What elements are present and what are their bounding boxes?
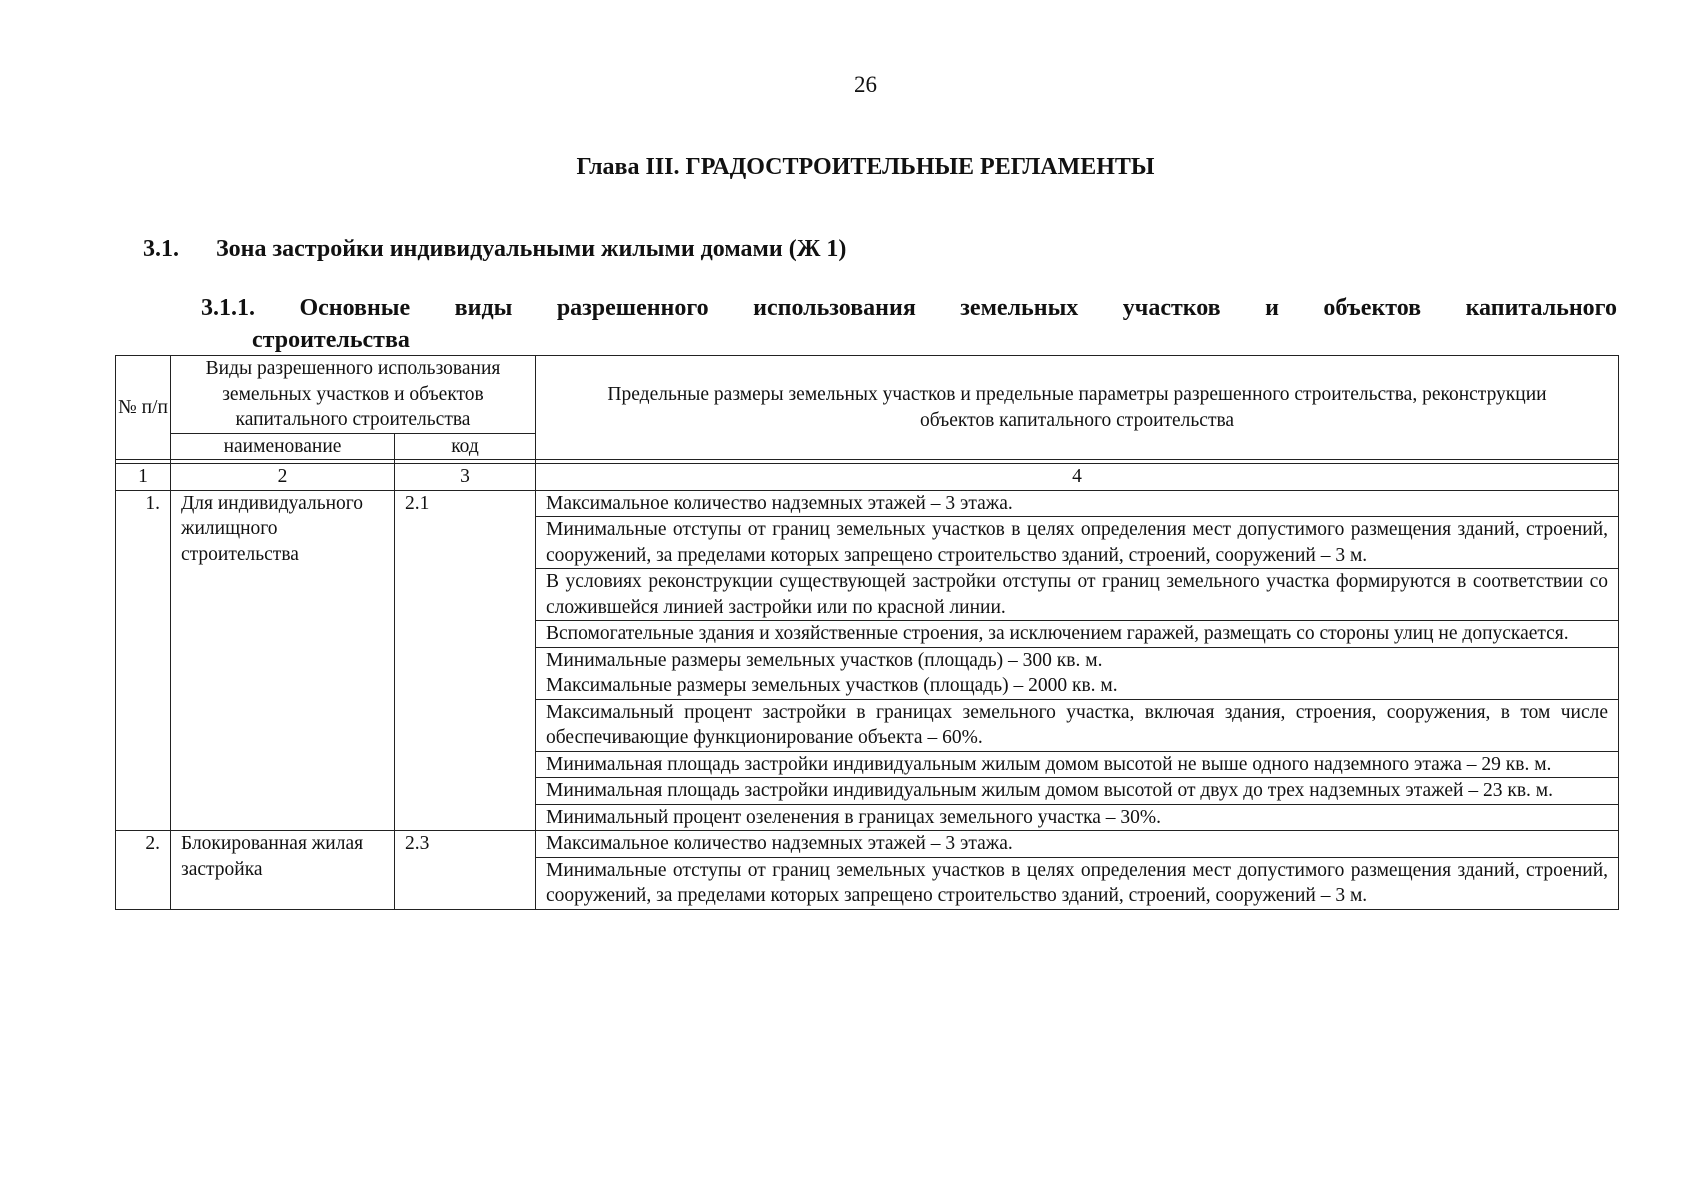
- row-parameter: Вспомогательные здания и хозяйственные строения, за исключением гаражей, размещать со стороны улиц не допускается.: [536, 621, 1619, 648]
- section-title: Зона застройки индивидуальными жилыми домами (Ж 1): [216, 236, 847, 262]
- row-parameter: Максимальный процент застройки в границах земельного участка, включая здания, строения, сооружения, в том числе обеспечивающие функционирование объекта – 60%.: [536, 699, 1619, 751]
- row-parameter: Максимальное количество надземных этажей – 3 этажа.: [536, 831, 1619, 858]
- column-numbers-row: [116, 464, 1619, 491]
- table-row: [116, 490, 1619, 517]
- row-parameter-line: Максимальные размеры земельных участков (площадь) – 2000 кв. м.: [546, 675, 1118, 696]
- row-use-code: 2.3: [395, 831, 536, 910]
- row-parameter: Максимальное количество надземных этажей – 3 этажа.: [536, 490, 1619, 517]
- column-number: 2: [171, 464, 395, 491]
- header-row: [116, 356, 1619, 434]
- row-parameter: [536, 647, 1619, 699]
- header-name: наименование: [171, 433, 395, 460]
- row-parameter: Минимальные отступы от границ земельных участков в целях определения мест допустимого размещения зданий, строений, сооружений, за пределами которых запрещено строительство зданий, строений, сооружений – 3 м.: [536, 517, 1619, 569]
- subsection-title-line2: строительства: [252, 327, 410, 353]
- subsection-title-line1: [201, 292, 1617, 324]
- row-use-code: 2.1: [395, 490, 536, 831]
- header-number: № п/п: [116, 356, 171, 460]
- subsection-number: 3.1.1.: [201, 295, 255, 321]
- section-number: 3.1.: [143, 236, 179, 262]
- row-parameter: Минимальные отступы от границ земельных участков в целях определения мест допустимого размещения зданий, строений, сооружений, за пределами которых запрещено строительство зданий, строений, сооружений – 3 м.: [536, 857, 1619, 909]
- section-heading: [143, 236, 846, 263]
- row-parameter: Минимальный процент озеленения в границах земельного участка – 30%.: [536, 804, 1619, 831]
- row-parameter: Минимальная площадь застройки индивидуальным жилым домом высотой не выше одного надземного этажа – 29 кв. м.: [536, 751, 1619, 778]
- subsection-word: участков: [1122, 295, 1221, 321]
- header-limits: Предельные размеры земельных участков и предельные параметры разрешенного строительства, реконструкции объектов капитального строительства: [536, 356, 1619, 460]
- row-number: 2.: [116, 831, 171, 910]
- subsection-word: капитального: [1465, 295, 1617, 321]
- subsection-word: и: [1265, 295, 1279, 321]
- row-use-name: Для индивидуального жилищного строительства: [171, 490, 395, 831]
- header-code: код: [395, 433, 536, 460]
- header-land-use-types: Виды разрешенного использования земельных участков и объектов капитального строительства: [171, 356, 536, 434]
- row-parameter: Минимальная площадь застройки индивидуальным жилым домом высотой от двух до трех надземных этажей – 23 кв. м.: [536, 778, 1619, 805]
- page-number: 26: [854, 72, 877, 97]
- row-parameter: В условиях реконструкции существующей застройки отступы от границ земельного участка формируются в соответствии со сложившейся линией застройки или по красной линии.: [536, 569, 1619, 621]
- subsection-word: разрешенного: [556, 295, 709, 321]
- subsection-word: использования: [753, 295, 916, 321]
- subsection-heading: [201, 292, 1617, 356]
- row-number: 1.: [116, 490, 171, 831]
- column-number: 1: [116, 464, 171, 491]
- row-use-name: Блокированная жилая застройка: [171, 831, 395, 910]
- subsection-word: объектов: [1323, 295, 1422, 321]
- table-row: [116, 831, 1619, 858]
- regulations-table: [115, 355, 1619, 910]
- subsection-word: Основные: [299, 295, 411, 321]
- column-number: 3: [395, 464, 536, 491]
- subsection-word: земельных: [960, 295, 1079, 321]
- row-parameter-line: Минимальные размеры земельных участков (площадь) – 300 кв. м.: [546, 649, 1103, 671]
- chapter-title: Глава III. ГРАДОСТРОИТЕЛЬНЫЕ РЕГЛАМЕНТЫ: [576, 154, 1155, 180]
- subsection-word: виды: [454, 295, 513, 321]
- column-number: 4: [536, 464, 1619, 491]
